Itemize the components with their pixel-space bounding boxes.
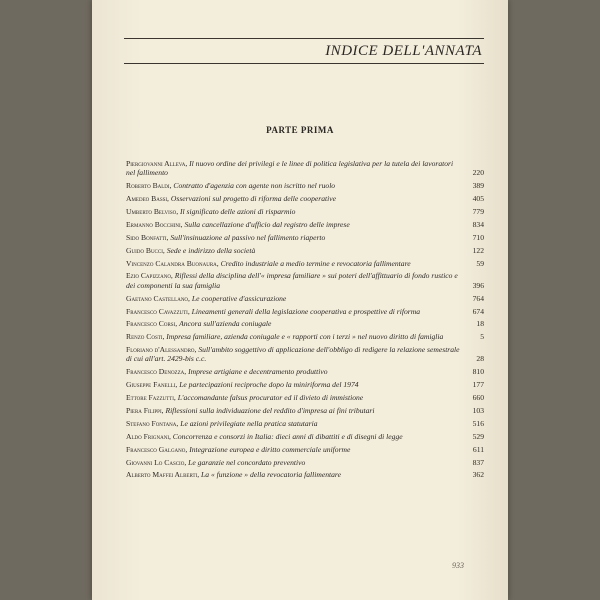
- header-bottom-rule: [124, 63, 484, 64]
- entry-text: [126, 380, 462, 389]
- entry-title: Contratto d'agenzia con agente non iscritto nel ruolo: [173, 181, 336, 191]
- index-page: [92, 0, 508, 600]
- index-entry: [126, 319, 484, 328]
- entry-text: [126, 319, 462, 328]
- entry-author: Ezio Capizzano,: [126, 271, 173, 281]
- page-number: 933: [452, 561, 464, 570]
- entry-author: Guido Bucci,: [126, 245, 165, 255]
- index-entry: [126, 393, 484, 402]
- entry-page-number: 362: [472, 470, 484, 480]
- entry-page-number: 122: [472, 245, 484, 255]
- entry-author: Alberto Maffei Alberti,: [126, 470, 200, 480]
- entry-author: Sido Bonfatti,: [126, 232, 169, 242]
- entry-title: Imprese artigiane e decentramento produttivo: [188, 367, 328, 377]
- entry-page-number: 59: [476, 258, 484, 268]
- entry-title: Osservazioni sul progetto di riforma delle cooperative: [170, 194, 336, 204]
- entry-title: Il significato delle azioni di risparmio: [180, 206, 296, 216]
- index-entry: [126, 367, 484, 376]
- entry-author: Giuseppe Fanelli,: [126, 380, 178, 390]
- entry-title: Le azioni privilegiate nella pratica statutaria: [180, 418, 318, 428]
- index-entry: [126, 332, 484, 341]
- entry-author: Renzo Costi,: [126, 332, 165, 342]
- entry-text: [126, 406, 462, 415]
- entry-page-number: 396: [472, 280, 484, 290]
- index-entry: [126, 406, 484, 415]
- entry-author: Piera Filippi,: [126, 406, 164, 416]
- index-entry: [126, 445, 484, 454]
- entry-page-number: 103: [472, 406, 484, 416]
- entry-author: Umberto Belviso,: [126, 206, 179, 216]
- entry-page-number: 177: [472, 380, 484, 390]
- entry-title: Le cooperative d'assicurazione: [191, 293, 287, 303]
- entry-text: [126, 307, 462, 316]
- entry-author: Roberto Baldi,: [126, 181, 172, 191]
- entry-author: Francesco Corsi,: [126, 319, 178, 329]
- index-entry: [126, 470, 484, 479]
- entry-text: [126, 207, 462, 216]
- entry-author: Ettore Fazzutti,: [126, 393, 176, 403]
- index-entry: [126, 207, 484, 216]
- entry-text: [126, 458, 462, 467]
- entry-title: Sull'ambito soggettivo di applicazione dell'obbligo di redigere la relazione semestrale di cui all'art. 2429-bis c.c.: [126, 345, 460, 364]
- entry-title: Le garanzie nel concordato preventivo: [188, 457, 306, 467]
- index-entry: [126, 271, 484, 290]
- entry-text: [126, 345, 462, 364]
- entry-text: [126, 470, 462, 479]
- entry-page-number: 764: [472, 293, 484, 303]
- index-entry: [126, 458, 484, 467]
- entry-author: Gaetano Castellano,: [126, 293, 190, 303]
- entry-text: [126, 233, 462, 242]
- index-entries: [126, 159, 484, 483]
- entry-page-number: 674: [472, 306, 484, 316]
- index-entry: [126, 181, 484, 190]
- entry-title: Il nuovo ordine dei privilegi e le linee di politica legislativa per la tutela dei lavoratori nel fallimento: [126, 159, 454, 178]
- entry-title: Lineamenti generali della legislazione cooperativa e prospettive di riforma: [191, 306, 420, 316]
- entry-page-number: 18: [476, 319, 484, 329]
- entry-title: Credito industriale a medio termine e revocatoria fallimentare: [220, 258, 411, 268]
- header-top-rule: [124, 38, 484, 39]
- index-entry: [126, 220, 484, 229]
- entry-text: [126, 294, 462, 303]
- entry-title: Concorrenza e consorzi in Italia: dieci anni di dibattiti e di disegni di legge: [172, 431, 403, 441]
- entry-title: Impresa familiare, azienda coniugale e « rapporti con i terzi » nel nuovo diritto di famiglia: [166, 332, 444, 342]
- entry-text: [126, 194, 462, 203]
- index-entry: [126, 419, 484, 428]
- index-entry: [126, 233, 484, 242]
- entry-title: Ancora sull'azienda coniugale: [179, 319, 272, 329]
- entry-title: Sede e indirizzo della società: [166, 245, 256, 255]
- entry-page-number: 611: [472, 444, 484, 454]
- page-title: INDICE DELL'ANNATA: [325, 43, 482, 59]
- entry-text: [126, 271, 462, 290]
- entry-text: [126, 393, 462, 402]
- entry-author: Amedeo Bassi,: [126, 194, 169, 204]
- entry-author: Stefano Fontana,: [126, 418, 179, 428]
- entry-page-number: 660: [472, 393, 484, 403]
- entry-title: Sull'insinuazione al passivo nel fallimento riaperto: [170, 232, 326, 242]
- entry-text: [126, 432, 462, 441]
- entry-author: Piergiovanni Alleva,: [126, 159, 188, 168]
- index-entry: [126, 159, 484, 178]
- entry-author: Floriano d'Alessandro,: [126, 345, 197, 355]
- index-entry: [126, 246, 484, 255]
- index-entry: [126, 345, 484, 364]
- entry-title: La « funzione » della revocatoria fallimentare: [201, 470, 341, 480]
- entry-title: Riflessi della disciplina dell'« impresa familiare » sui poteri dell'affittuario di fondo rustico e dei componenti la sua famiglia: [126, 271, 458, 290]
- index-entry: [126, 432, 484, 441]
- entry-page-number: 779: [472, 206, 484, 216]
- entry-author: Giovanni Lo Cascio,: [126, 457, 187, 467]
- entry-title: Sulla cancellazione d'ufficio dal registro delle imprese: [184, 219, 350, 229]
- entry-page-number: 834: [472, 219, 484, 229]
- entry-page-number: 28: [476, 354, 484, 364]
- index-entry: [126, 294, 484, 303]
- entry-text: [126, 159, 462, 178]
- entry-text: [126, 246, 462, 255]
- entry-page-number: 810: [472, 367, 484, 377]
- entry-page-number: 710: [472, 232, 484, 242]
- entry-author: Ermanno Bocchini,: [126, 219, 183, 229]
- entry-page-number: 405: [472, 194, 484, 204]
- entry-text: [126, 332, 462, 341]
- index-entry: [126, 380, 484, 389]
- entry-page-number: 220: [472, 168, 484, 178]
- entry-text: [126, 367, 462, 376]
- entry-text: [126, 259, 462, 268]
- entry-title: L'accomandante falsus procurator ed il divieto di immistione: [177, 393, 364, 403]
- entry-text: [126, 220, 462, 229]
- index-entry: [126, 307, 484, 316]
- entry-author: Aldo Frignani,: [126, 431, 171, 441]
- entry-page-number: 516: [472, 418, 484, 428]
- entry-title: Riflessioni sulla individuazione del reddito d'impresa ai fini tributari: [165, 406, 375, 416]
- entry-page-number: 5: [480, 332, 484, 342]
- entry-author: Francesco Galgano,: [126, 444, 188, 454]
- entry-text: [126, 181, 462, 190]
- entry-author: Vincenzo Calandra Buonaura,: [126, 258, 219, 268]
- entry-page-number: 389: [472, 181, 484, 191]
- section-title: PARTE PRIMA: [266, 125, 334, 135]
- entry-title: Integrazione europea e diritto commerciale uniforme: [189, 444, 351, 454]
- entry-author: Francesco Denozza,: [126, 367, 187, 377]
- entry-title: Le partecipazioni reciproche dopo la miniriforma del 1974: [179, 380, 359, 390]
- entry-text: [126, 445, 462, 454]
- index-entry: [126, 259, 484, 268]
- entry-page-number: 529: [472, 431, 484, 441]
- entry-page-number: 837: [472, 457, 484, 467]
- entry-text: [126, 419, 462, 428]
- index-entry: [126, 194, 484, 203]
- entry-author: Francesco Cavazzuti,: [126, 306, 190, 316]
